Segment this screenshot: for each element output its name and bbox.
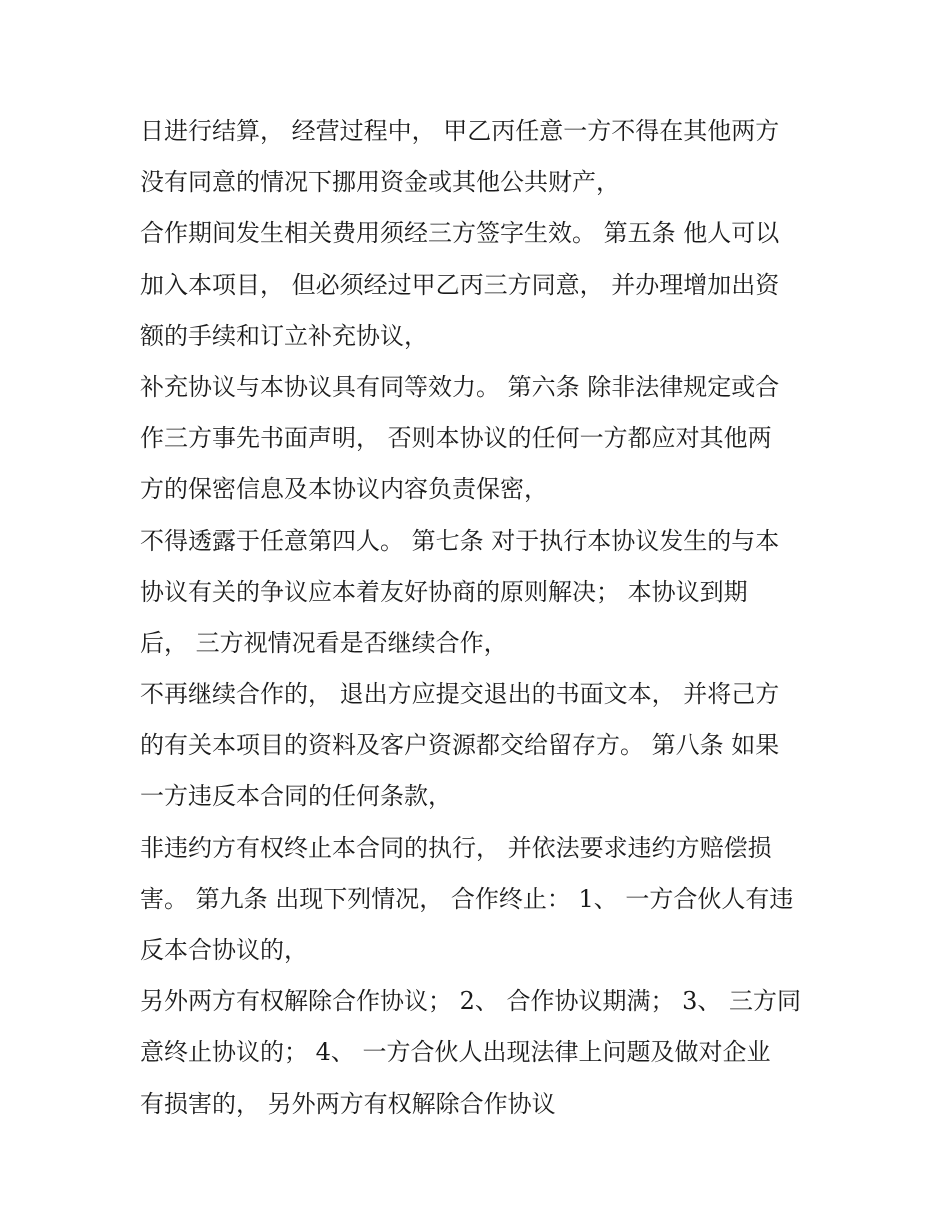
text-line: 反本合协议的， <box>140 936 308 964</box>
text-line: 补充协议与本协议具有同等效力。 第六条 除非法律规定或合 <box>140 372 780 401</box>
text-line: 没有同意的情况下挪用资金或其他公共财产， <box>140 168 620 197</box>
text-line: 加入本项目， 但必须经过甲乙丙三方同意， 并办理增加出资 <box>140 270 780 299</box>
text-line: 另外两方有权解除合作协议； 2、 合作协议期满； 3、 三方同 <box>140 987 802 1016</box>
text-line: 方的保密信息及本协议内容负责保密， <box>140 475 548 504</box>
text-line: 作三方事先书面声明， 否则本协议的任何一方都应对其他两 <box>140 424 772 453</box>
text-line: 日进行结算， 经营过程中， 甲乙丙任意一方不得在其他两方 <box>140 117 780 145</box>
text-line: 害。 第九条 出现下列情况， 合作终止： 1、 一方合伙人有违 <box>140 884 794 913</box>
text-line: 不再继续合作的， 退出方应提交退出的书面文本， 并将己方 <box>140 680 780 709</box>
text-line: 合作期间发生相关费用须经三方签字生效。 第五条 他人可以 <box>140 219 780 248</box>
text-line: 有损害的， 另外两方有权解除合作协议 <box>140 1089 556 1118</box>
text-line: 意终止协议的； 4、 一方合伙人出现法律上问题及做对企业 <box>140 1038 771 1067</box>
text-line: 一方违反本合同的任何条款， <box>140 782 452 811</box>
text-line: 后， 三方视情况看是否继续合作， <box>140 628 508 657</box>
text-line: 额的手续和订立补充协议， <box>140 321 428 350</box>
document-body <box>140 106 830 1130</box>
text-line: 协议有关的争议应本着友好协商的原则解决； 本协议到期 <box>140 577 748 606</box>
text-line: 非违约方有权终止本合同的执行， 并依法要求违约方赔偿损 <box>140 833 772 862</box>
text-line: 不得透露于任意第四人。 第七条 对于执行本协议发生的与本 <box>140 526 780 555</box>
text-line: 的有关本项目的资料及客户资源都交给留存方。 第八条 如果 <box>140 731 780 760</box>
